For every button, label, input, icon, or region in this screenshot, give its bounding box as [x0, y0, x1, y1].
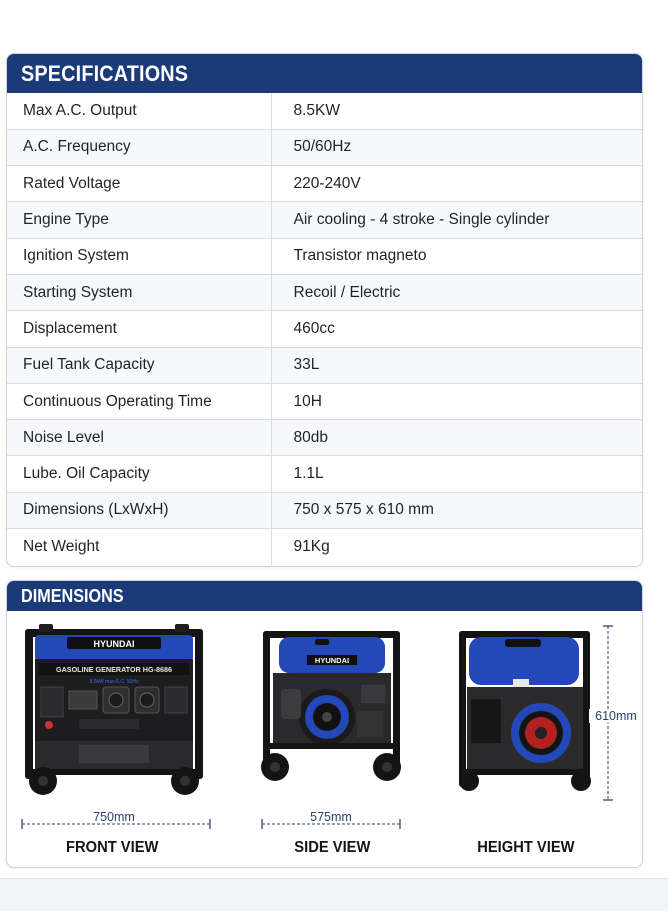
front-measure-label: 750mm	[93, 810, 135, 824]
spec-label: Lube. Oil Capacity	[7, 456, 271, 492]
spec-row	[7, 274, 642, 310]
spec-row	[7, 456, 642, 492]
spec-value: Recoil / Electric	[271, 274, 642, 310]
spec-value: 91Kg	[271, 529, 642, 565]
spec-label: Continuous Operating Time	[7, 383, 271, 419]
spec-value: 220-240V	[271, 166, 642, 202]
spec-value: Transistor magneto	[271, 238, 642, 274]
height-measure-label: 610mm	[589, 709, 643, 723]
spec-row	[7, 420, 642, 456]
spec-label: Fuel Tank Capacity	[7, 347, 271, 383]
spec-row	[7, 347, 642, 383]
spec-label: A.C. Frequency	[7, 129, 271, 165]
spec-value: 10H	[271, 383, 642, 419]
spec-value: 460cc	[271, 311, 642, 347]
specifications-card	[6, 53, 643, 567]
spec-value: Air cooling - 4 stroke - Single cylinder	[271, 202, 642, 238]
spec-row	[7, 383, 642, 419]
front-panel-text: GASOLINE GENERATOR HG-8686	[56, 665, 172, 674]
side-view-image	[257, 625, 407, 801]
side-view-label: SIDE VIEW	[293, 839, 371, 856]
spec-value: 50/60Hz	[271, 129, 642, 165]
front-view-label: FRONT VIEW	[65, 839, 159, 856]
height-view-label: HEIGHT VIEW	[477, 839, 575, 856]
spec-row	[7, 93, 642, 129]
spec-row	[7, 529, 642, 565]
spec-value: 80db	[271, 420, 642, 456]
front-panel-sub: 8.5kW max A.C. 50Hz	[89, 679, 139, 685]
spec-value: 8.5KW	[271, 93, 642, 129]
specifications-title: SPECIFICATIONS	[21, 60, 189, 86]
spec-row	[7, 202, 642, 238]
bottom-band	[0, 878, 668, 911]
height-view-image	[455, 627, 595, 803]
spec-row	[7, 492, 642, 528]
front-brand-text: HYUNDAI	[93, 639, 135, 649]
spec-row	[7, 238, 642, 274]
spec-row	[7, 311, 642, 347]
spec-label: Noise Level	[7, 420, 271, 456]
dimensions-header	[7, 581, 642, 611]
spec-label: Displacement	[7, 311, 271, 347]
specifications-header	[7, 54, 642, 93]
spec-label: Engine Type	[7, 202, 271, 238]
spec-label: Starting System	[7, 274, 271, 310]
side-measure-label: 575mm	[310, 810, 352, 824]
spec-row	[7, 129, 642, 165]
spec-row	[7, 166, 642, 202]
side-brand-text: HYUNDAI	[314, 656, 350, 665]
spec-value: 1.1L	[271, 456, 642, 492]
spec-label: Ignition System	[7, 238, 271, 274]
top-band	[0, 0, 668, 40]
specifications-table	[7, 93, 642, 565]
dimensions-title: DIMENSIONS	[21, 585, 124, 606]
front-view-image	[19, 621, 209, 801]
spec-label: Net Weight	[7, 529, 271, 565]
spec-value: 33L	[271, 347, 642, 383]
spec-value: 750 x 575 x 610 mm	[271, 492, 642, 528]
dimensions-card	[6, 580, 643, 868]
spec-label: Dimensions (LxWxH)	[7, 492, 271, 528]
spec-label: Max A.C. Output	[7, 93, 271, 129]
spec-label: Rated Voltage	[7, 166, 271, 202]
